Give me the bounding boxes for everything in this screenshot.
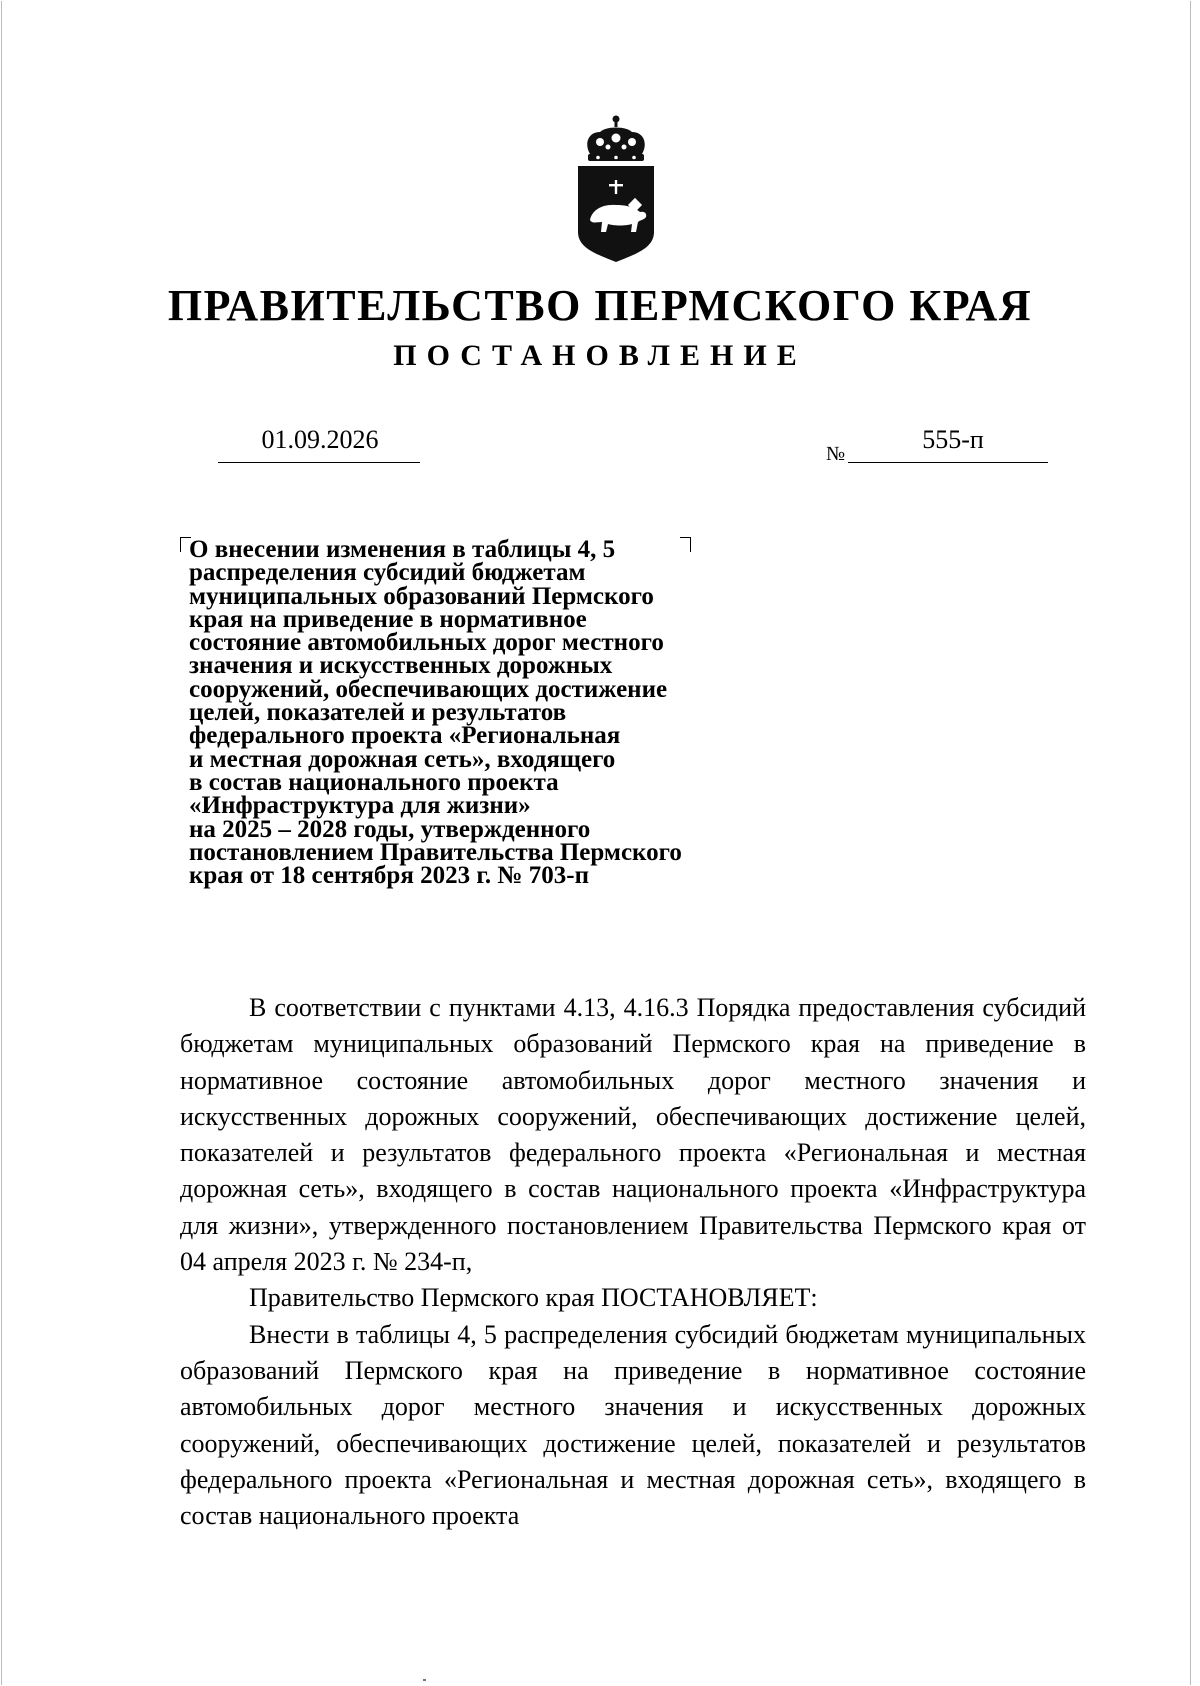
scan-mark xyxy=(423,1679,426,1681)
subject-line: постановлением Правительства Пермского xyxy=(189,838,682,866)
subject-line: на 2025 – 2028 годы, утвержденного xyxy=(189,815,591,843)
subject-line: «Инфраструктура для жизни» xyxy=(189,792,531,820)
crown-icon xyxy=(587,116,645,162)
subject-line: О внесении изменения в таблицы 4, 5 xyxy=(189,536,616,563)
document-number: 555-п xyxy=(922,425,984,454)
body-paragraph-amendment: Внести в таблицы 4, 5 распределения субсидий бюджетам муниципальных образований Пермского края на приведение в нормативное состояние автомобильных дорог местного значения и искусственных дорожных сооружений, обеспечивающих достижение целей, показателей и результатов федерального проекта «Региональная и местная дорожная сеть», входящего в состав национального проекта xyxy=(180,1319,1086,1531)
document-body xyxy=(180,990,1086,1534)
subject-line: распределения субсидий бюджетам xyxy=(189,559,586,587)
body-paragraph-basis: В соответствии с пунктами 4.13, 4.16.3 Порядка предоставления субсидий бюджетам муниципальных образований Пермского края на приведение в нормативное состояние автомобильных дорог местного значения и искусственных дорожных сооружений, обеспечивающих достижение целей, показателей и результатов федерального проекта «Региональная и местная дорожная сеть», входящего в состав национального проекта «Инфраструктура для жизни», утвержденного постановлением Правительства Пермского края от 04 апреля 2023 г. № 234-п, xyxy=(180,993,1086,1277)
subject-line: сооружений, обеспечивающих достижение xyxy=(189,675,668,703)
body-paragraph-decree: Правительство Пермского края ПОСТАНОВЛЯЕТ: xyxy=(249,1283,818,1313)
subject-line: края от 18 сентября 2023 г. № 703-п xyxy=(189,862,589,890)
subject-line: края на приведение в нормативное xyxy=(189,605,587,633)
subject-line: значения и искусственных дорожных xyxy=(189,652,613,680)
subject-line: целей, показателей и результатов xyxy=(189,699,567,727)
number-underline xyxy=(848,462,1048,463)
org-title: ПРАВИТЕЛЬСТВО ПЕРМСКОГО КРАЯ xyxy=(167,281,1033,330)
subject-line: состояние автомобильных дорог местного xyxy=(189,629,664,657)
document-date: 01.09.2026 xyxy=(261,425,379,454)
document-subject xyxy=(189,536,789,890)
subject-line: в состав национального проекта xyxy=(189,768,559,796)
date-underline xyxy=(218,462,420,463)
subject-line: и местная дорожная сеть», входящего xyxy=(189,745,616,773)
number-sign: № xyxy=(826,443,846,465)
subject-line: муниципальных образований Пермского xyxy=(189,582,654,610)
subject-line: федерального проекта «Региональная xyxy=(189,722,621,750)
document-type: ПОСТАНОВЛЕНИЕ xyxy=(393,339,807,372)
perm-krai-coat-of-arms-icon xyxy=(570,114,662,264)
